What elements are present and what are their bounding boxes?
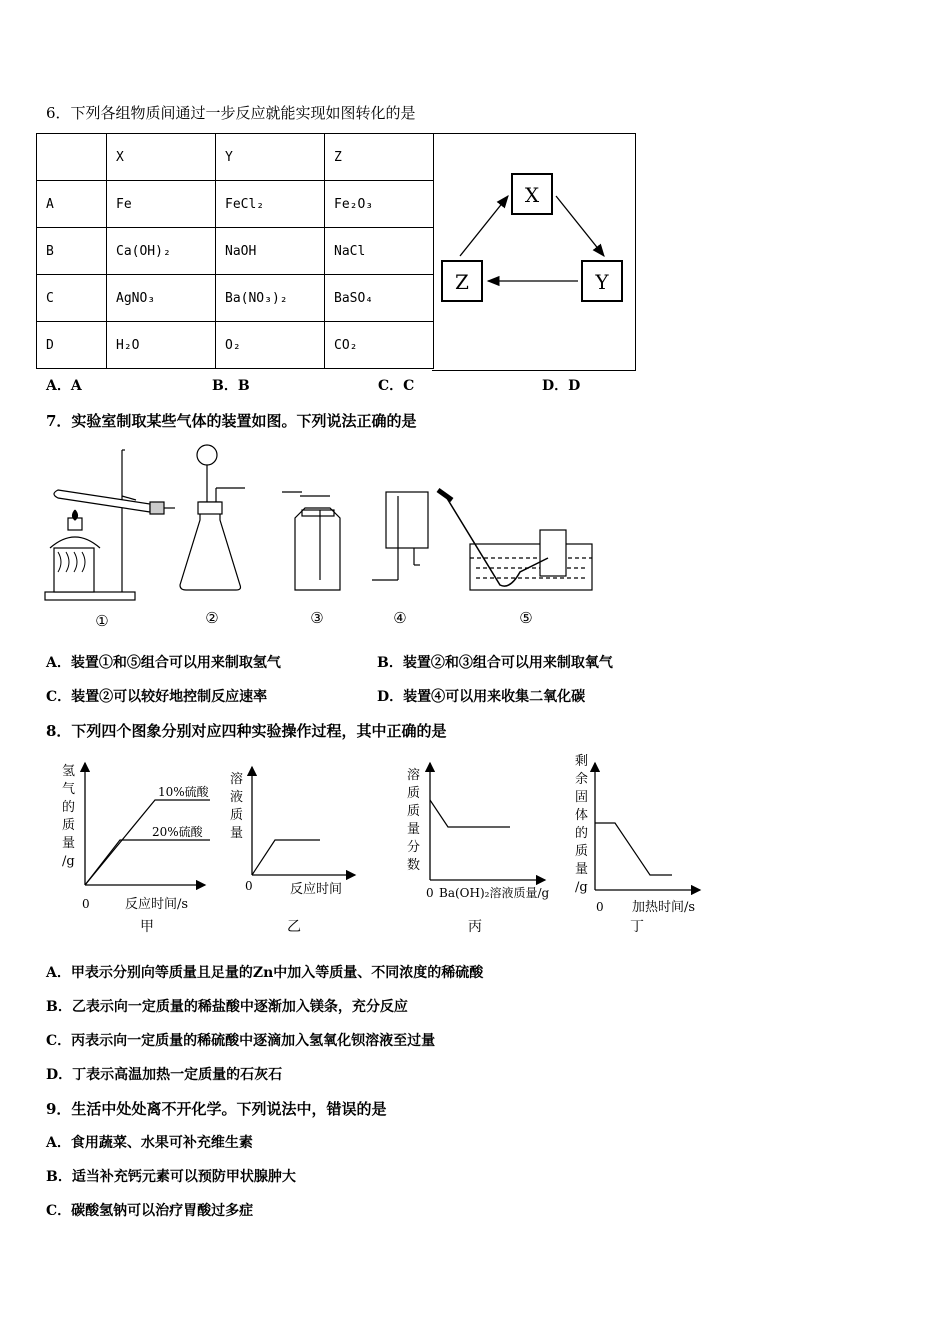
curve-solution-mass bbox=[252, 840, 320, 875]
q7-option-b[interactable]: B．装置②和③组合可以用来制取氧气 bbox=[377, 655, 613, 671]
node-x-label: X bbox=[524, 183, 540, 207]
graph-origin: 0 bbox=[245, 879, 253, 893]
q6-option-b[interactable]: B．B bbox=[212, 378, 250, 394]
graph-jia bbox=[62, 763, 210, 935]
graph-origin: 0 bbox=[596, 900, 604, 914]
q9-option-b[interactable]: B．适当补充钙元素可以预防甲状腺肿大 bbox=[46, 1169, 296, 1185]
apparatus-figure bbox=[40, 440, 610, 635]
q7-option-a[interactable]: A．装置①和⑤组合可以用来制取氢气 bbox=[46, 655, 281, 671]
q8-stem: 8．下列四个图象分别对应四种实验操作过程，其中正确的是 bbox=[46, 722, 447, 740]
apparatus-2-flask-funnel bbox=[180, 445, 245, 590]
table-cell: Ca(OH)₂ bbox=[107, 228, 216, 275]
q8-option-b[interactable]: B．乙表示向一定质量的稀盐酸中逐渐加入镁条，充分反应 bbox=[46, 999, 408, 1015]
table-row bbox=[37, 322, 434, 369]
graph-xlabel: 加热时间/s bbox=[632, 900, 696, 915]
q8-graphs bbox=[40, 745, 720, 940]
table-row bbox=[37, 181, 434, 228]
q9-option-c[interactable]: C．碳酸氢钠可以治疗胃酸过多症 bbox=[46, 1203, 254, 1219]
graph-yi-ylabel: 溶液质量 bbox=[230, 772, 244, 841]
ylabel-char: 氢 bbox=[62, 764, 76, 779]
table-cell: C bbox=[37, 275, 107, 322]
graph-xlabel: Ba(OH)₂溶液质量/g bbox=[439, 886, 550, 900]
apparatus-5-water-trough bbox=[438, 490, 592, 590]
q6-option-a[interactable]: A．A bbox=[46, 378, 82, 394]
q8-option-a[interactable]: A．甲表示分别向等质量且足量的Zn中加入等质量、不同浓度的稀硫酸 bbox=[46, 965, 484, 981]
table-cell: NaCl bbox=[325, 228, 434, 275]
q6-table bbox=[36, 133, 434, 369]
conversion-arrows bbox=[432, 134, 636, 372]
table-cell: Fe₂O₃ bbox=[325, 181, 434, 228]
q6-stem: 6．下列各组物质间通过一步反应就能实现如图转化的是 bbox=[46, 104, 416, 122]
graph-ding-ylabel: 剩余固体的质量/g bbox=[575, 754, 589, 895]
q7-option-d[interactable]: D．装置④可以用来收集二氧化碳 bbox=[377, 689, 586, 705]
graph-name: 丙 bbox=[468, 919, 482, 935]
apparatus-4-inverted-bottle bbox=[372, 492, 428, 580]
graph-bing-ylabel: 溶质质量分数 bbox=[407, 768, 421, 873]
q6-option-d[interactable]: D．D bbox=[542, 378, 581, 394]
node-z-label: Z bbox=[455, 270, 469, 294]
apparatus-label: ⑤ bbox=[519, 609, 533, 627]
table-cell: Z bbox=[325, 134, 434, 181]
apparatus-label: ③ bbox=[310, 609, 324, 627]
table-cell bbox=[37, 134, 107, 181]
arrow-x-to-y bbox=[556, 196, 604, 256]
apparatus-label: ① bbox=[95, 612, 109, 630]
table-cell: CO₂ bbox=[325, 322, 434, 369]
graph-name: 丁 bbox=[630, 919, 644, 935]
curve-label-20: 20%硫酸 bbox=[152, 825, 203, 839]
table-cell: AgNO₃ bbox=[107, 275, 216, 322]
table-cell: B bbox=[37, 228, 107, 275]
table-cell: Y bbox=[216, 134, 325, 181]
table-row bbox=[37, 228, 434, 275]
curve-solute-fraction bbox=[430, 800, 510, 827]
graph-origin: 0 bbox=[426, 886, 434, 900]
q8-option-c[interactable]: C．丙表示向一定质量的稀硫酸中逐滴加入氢氧化钡溶液至过量 bbox=[46, 1033, 436, 1049]
table-row bbox=[37, 275, 434, 322]
graph-ding bbox=[575, 754, 700, 935]
table-cell: NaOH bbox=[216, 228, 325, 275]
table-cell: Ba(NO₃)₂ bbox=[216, 275, 325, 322]
table-header-row bbox=[37, 134, 434, 181]
table-cell: BaSO₄ bbox=[325, 275, 434, 322]
apparatus-1-heating bbox=[45, 450, 175, 600]
graph-bing bbox=[407, 763, 549, 935]
curve-10-percent bbox=[85, 800, 210, 885]
graph-name: 甲 bbox=[140, 919, 154, 935]
arrow-z-to-x bbox=[460, 196, 508, 256]
curve-remaining-solid bbox=[595, 823, 672, 875]
q7-stem: 7．实验室制取某些气体的装置如图。下列说法正确的是 bbox=[46, 412, 417, 430]
graph-xlabel: 反应时间/s bbox=[125, 897, 189, 912]
graph-origin: 0 bbox=[82, 897, 90, 911]
table-cell: D bbox=[37, 322, 107, 369]
curve-label-10: 10%硫酸 bbox=[158, 785, 209, 799]
apparatus-3-gas-bottle bbox=[282, 492, 340, 590]
table-cell: O₂ bbox=[216, 322, 325, 369]
q6-option-c[interactable]: C．C bbox=[378, 378, 415, 394]
table-cell: H₂O bbox=[107, 322, 216, 369]
graph-yi bbox=[230, 767, 355, 935]
graph-xlabel: 反应时间 bbox=[290, 882, 343, 897]
q7-option-c[interactable]: C．装置②可以较好地控制反应速率 bbox=[46, 689, 268, 705]
table-cell: A bbox=[37, 181, 107, 228]
q9-stem: 9．生活中处处离不开化学。下列说法中，错误的是 bbox=[46, 1100, 387, 1118]
graph-name: 乙 bbox=[287, 919, 301, 935]
table-cell: FeCl₂ bbox=[216, 181, 325, 228]
node-y-label: Y bbox=[595, 270, 609, 294]
table-cell: Fe bbox=[107, 181, 216, 228]
q8-option-d[interactable]: D．丁表示高温加热一定质量的石灰石 bbox=[46, 1067, 283, 1083]
q9-option-a[interactable]: A．食用蔬菜、水果可补充维生素 bbox=[46, 1135, 253, 1151]
xyz-conversion-diagram bbox=[432, 133, 636, 371]
apparatus-label: ② bbox=[205, 609, 219, 627]
graph-jia-ylabel: 氢气的质量/g bbox=[62, 764, 76, 869]
apparatus-label: ④ bbox=[393, 609, 407, 627]
table-cell: X bbox=[107, 134, 216, 181]
